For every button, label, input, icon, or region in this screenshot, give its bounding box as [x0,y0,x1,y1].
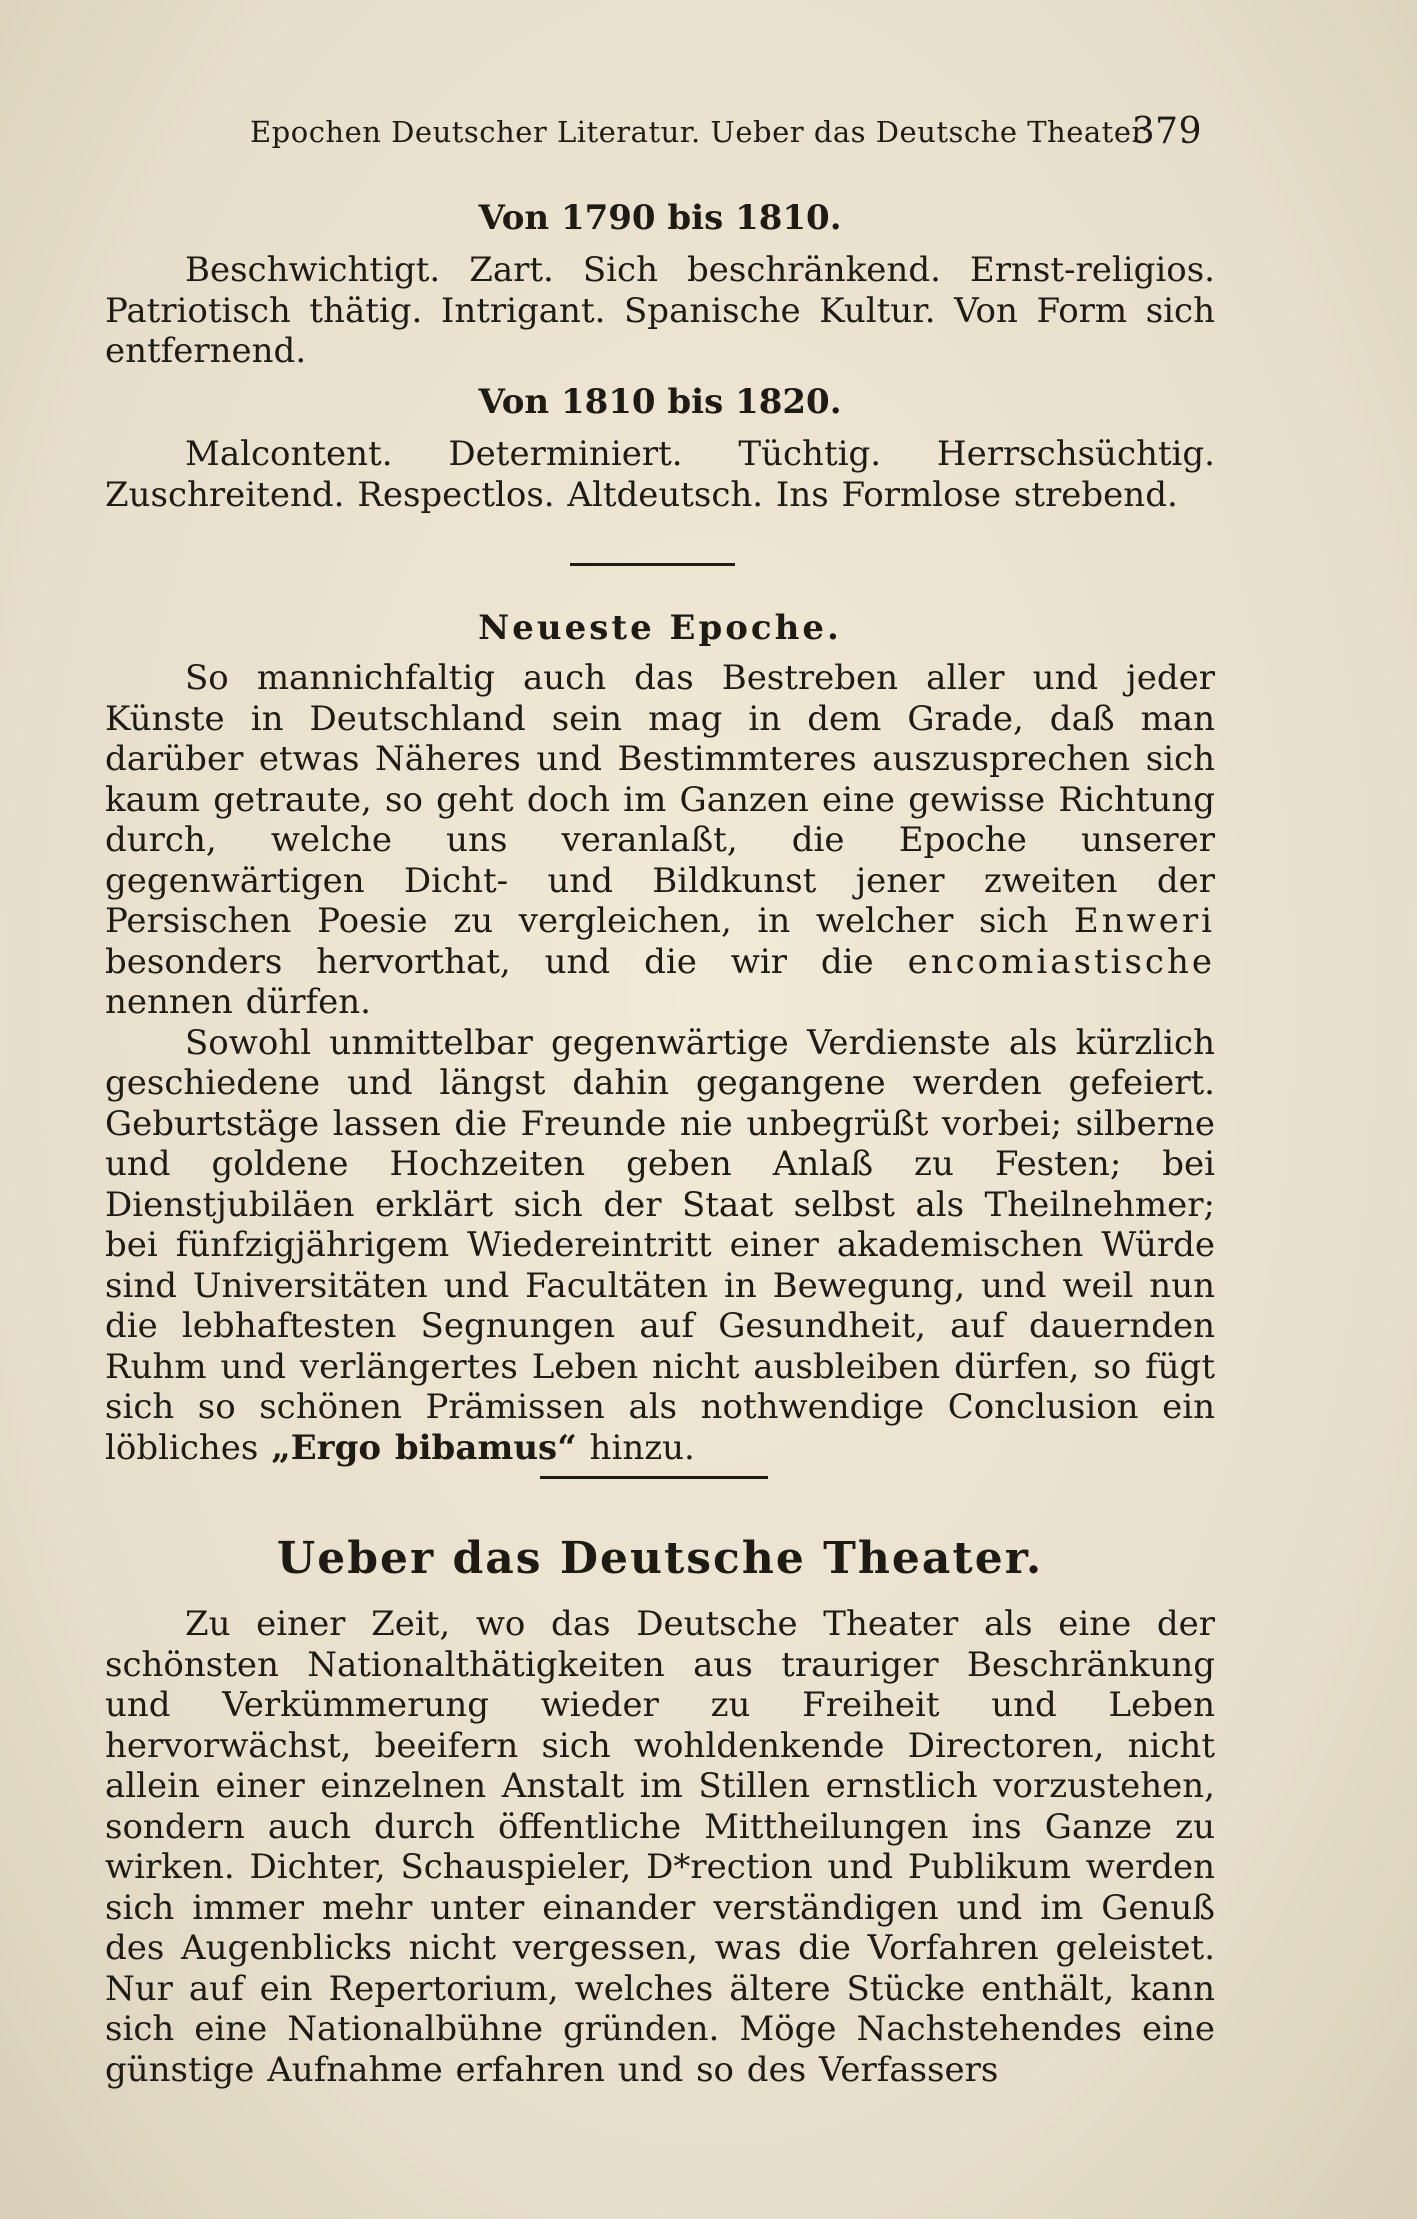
latin-quote: „Ergo bibamus“ [271,1427,577,1468]
chapter-title: Ueber das Deutsche Theater. [276,1533,1044,1584]
text-run: besonders hervorthat, und die wir die [105,941,908,982]
text-run: nennen dürfen. [105,982,371,1022]
text-run: hinzu. [576,1427,695,1468]
section-deutsche-theater [105,1533,1215,2090]
paragraph: Zu einer Zeit, wo das Deutsche Theater als eine der schönsten Nationalthätigkeiten aus trauriger Beschränkung und Verkümmerung wieder zu Freiheit und Leben hervorwächst, beeifern sich wohldenkende Directoren, nicht allein einer einzelnen Anstalt im Stillen ernstlich vorzustehen, sondern auch durch öffentliche Mittheilungen ins Ganze zu wirken. Dichter, Schauspieler, D*rection und Publikum werden sich immer mehr unter einander verständigen und im Genuß des Augenblicks nicht vergessen, was die Vorfahren geleistet. Nur auf ein Repertorium, welches ältere Stücke enthält, kann sich eine Nationalbühne gründen. Möge Nachstehendes eine günstige Aufnahme erfahren und so des Verfassers [105,1604,1215,2090]
paragraph [105,658,1215,1023]
text-run: Sowohl unmittelbar gegenwärtige Verdienste als kürzlich geschiedene und längst dahin gegangene werden gefeiert. Geburtstäge lassen die Freunde nie unbegrüßt vorbei; silberne und goldene Hochzeiten geben Anlaß zu Festen; bei Dienstjubiläen erklärt sich der Staat selbst als Theilnehmer; bei fünfzigjährigem Wiedereintritt einer akademischen Würde sind Universitäten und Facultäten in Bewegung, und weil nun die lebhaftesten Segnungen auf Gesundheit, auf dauernden Ruhm und verlängertes Leben nicht ausbleiben dürfen, so fügt sich so schönen Prämissen als nothwendige Conclusion ein löbliches [105,1022,1215,1468]
section-divider [570,563,735,566]
section-1790-1810 [105,198,1215,372]
text-run: So mannichfaltig auch das Bestreben aller und jeder Künste in Deutschland sein mag in dem Grade, daß man darüber etwas Näheres und Bestimmteres auszusprechen sich kaum getraute, so geht doch im Ganzen eine gewisse Richtung durch, welche uns veranlaßt, die Epoche unserer gegenwärtigen Dicht- und Bildkunst jener zweiten der Persischen Poesie zu vergleichen, in welcher sich [105,658,1215,941]
section-neueste-epoche [105,608,1215,1468]
section-1810-1820 [105,382,1215,515]
spaced-name: Enweri [1073,901,1215,941]
section-heading: Neueste Epoche. [478,608,842,648]
section-text: Beschwichtigt. Zart. Sich beschränkend. Ernst-religios. Patriotisch thätig. Intrigant. Spanische Kultur. Von Form sich entfernend. [105,250,1215,371]
section-text: Malcontent. Determiniert. Tüchtig. Herrschsüchtig. Zuschreitend. Respectlos. Altdeutsch. Ins Formlose strebend. [105,434,1215,515]
section-heading: Von 1790 bis 1810. [478,198,842,238]
running-title: Epochen Deutscher Literatur. Ueber das Deutsche Theater. [250,115,1153,149]
section-heading: Von 1810 bis 1820. [478,382,842,422]
section-divider [540,1476,768,1479]
spaced-term: encomiastische [907,941,1215,982]
paragraph [105,1023,1215,1469]
page-number: 379 [1131,111,1202,152]
